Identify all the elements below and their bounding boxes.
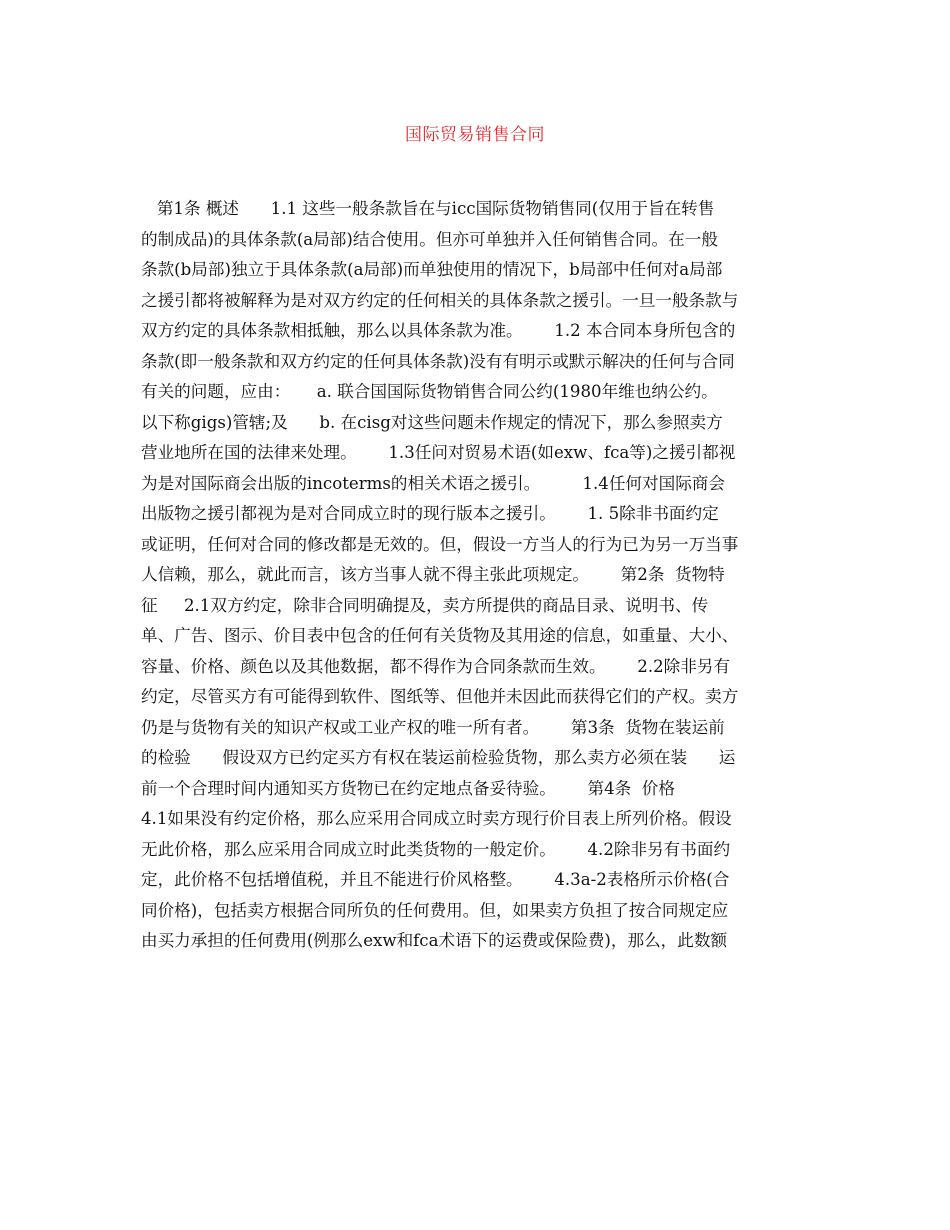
body-line: 的检验 假设双方已约定买方有权在装运前检验货物，那么卖方必须在装 运 [141, 748, 736, 767]
body-line: 条款(即一般条款和双方约定的任何具体条款)没有有明示或默示解决的任何与合同 [141, 351, 735, 371]
body-line: 无此价格，那么应采用合同成立时此类货物的一般定价。 4.2除非另有书面约 [141, 839, 731, 859]
body-line: 之援引都将被解释为是对双方约定的任何相关的具体条款之援引。一旦一般条款与 [141, 290, 739, 310]
body-line: 营业地所在国的法律来处理。 1.3任问对贸易术语(如exw、fca等)之援引都视 [141, 443, 736, 462]
document-body [141, 194, 811, 957]
body-line: 第1条 概述 1.1 这些一般条款旨在与icc国际货物销售同(仅用于旨在转售 [141, 199, 715, 218]
body-line: 前一个合理时间内通知买方货物已在约定地点备妥待验。 第4条 价格 [141, 778, 675, 798]
body-line: 4.1如果没有约定价格，那么应采用合同成立时卖方现行价目表上所列价格。假设 [141, 809, 732, 828]
body-line: 容量、价格、颜色以及其他数据，都不得作为合同条款而生效。 2.2除非另有 [141, 656, 731, 676]
body-line: 为是对国际商会出版的incoterms的相关术语之援引。 1.4任何对国际商会 [141, 473, 725, 493]
body-line: 仍是与货物有关的知识产权或工业产权的唯一所有者。 第3条 货物在装运前 [141, 717, 725, 737]
body-line: 的制成品)的具体条款(a局部)结合使用。但亦可单独并入任何销售合同。在一般 [141, 229, 718, 249]
body-line: 出版物之援引都视为是对合同成立时的现行版本之援引。 1. 5除非书面约定 [141, 504, 719, 523]
document-title: 国际贸易销售合同 [405, 125, 545, 145]
body-line: 有关的问题，应由： a. 联合国国际货物销售合同公约(1980年维也纳公约。 [141, 382, 718, 401]
body-line: 人信赖，那么，就此而言，该方当事人就不得主张此项规定。 第2条 货物特 [141, 565, 725, 584]
body-line: 征 2.1双方约定，除非合同明确提及，卖方所提供的商品目录、说明书、传 [141, 595, 709, 615]
body-line: 双方约定的具体条款相抵触，那么以具体条款为准。 1.2 本合同本身所包含的 [141, 321, 736, 340]
body-line: 单、广告、图示、价目表中包含的任何有关货物及其用途的信息，如重量、大小、 [141, 626, 739, 645]
body-line: 以下称gigs)管辖;及 b. 在cisg对这些问题未作规定的情况下，那么参照卖方 [141, 412, 723, 432]
body-line: 同价格)，包括卖方根据合同所负的任何费用。但，如果卖方负担了按合同规定应 [141, 900, 729, 920]
body-line: 或证明，任何对合同的修改都是无效的。但，假设一方当人的行为已为另一万当事 [141, 534, 739, 554]
body-line: 定，此价格不包括增值税，并且不能进行价风格整。 4.3a-2表格所示价格(合 [141, 870, 730, 889]
body-line: 条款(b局部)独立于具体条款(a局部)而单独使用的情况下，b局部中任何对a局部 [141, 260, 723, 279]
body-line: 约定，尽管买方有可能得到软件、图纸等、但他并未因此而获得它们的产权。卖方 [141, 687, 739, 706]
body-line: 由买力承担的任何费用(例那么exw和fca术语下的运费或保险费)，那么，此数额 [141, 931, 728, 950]
